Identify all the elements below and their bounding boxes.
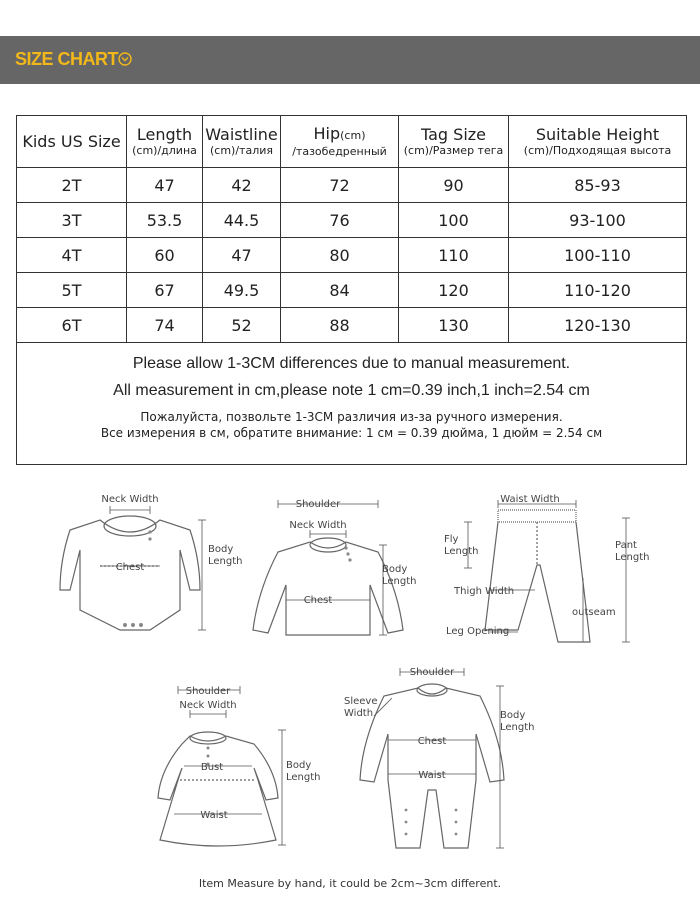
label-length: Length xyxy=(382,576,417,587)
chevron-down-circle-icon xyxy=(118,52,132,66)
romper-outline xyxy=(360,688,504,848)
cell-size: 6T xyxy=(17,308,127,343)
notes-cell xyxy=(17,343,687,465)
cell-suitable-height: 85-93 xyxy=(509,168,687,203)
table-row xyxy=(17,308,687,343)
label-length: Length xyxy=(286,772,321,783)
cell-tag-size: 130 xyxy=(399,308,509,343)
cell-tag-size: 110 xyxy=(399,238,509,273)
label-body: Body xyxy=(286,760,312,771)
label-body: Body xyxy=(382,564,408,575)
size-chart-header xyxy=(0,36,700,84)
header-hip: Hip(cm) /тазобедренный xyxy=(281,116,399,168)
cell-hip: 84 xyxy=(281,273,399,308)
cell-size: 4T xyxy=(17,238,127,273)
label-pant-length: Length xyxy=(615,552,650,563)
cell-tag-size: 90 xyxy=(399,168,509,203)
notes-row xyxy=(17,343,687,465)
label-neck-width: Neck Width xyxy=(179,700,237,711)
cell-length: 47 xyxy=(127,168,203,203)
cell-waistline: 52 xyxy=(203,308,281,343)
cell-suitable-height: 93-100 xyxy=(509,203,687,238)
cell-hip: 80 xyxy=(281,238,399,273)
label-bust: Bust xyxy=(200,762,224,773)
note-manual-measurement: Please allow 1-3CM differences due to manual measurement. xyxy=(132,355,571,372)
cell-hip: 72 xyxy=(281,168,399,203)
cell-length: 60 xyxy=(127,238,203,273)
cell-size: 2T xyxy=(17,168,127,203)
cell-suitable-height: 120-130 xyxy=(509,308,687,343)
note-unit-conversion: All measurement in cm,please note 1 cm=0.39 inch,1 inch=2.54 cm xyxy=(113,382,590,399)
label-outseam: outseam xyxy=(572,607,616,618)
cell-waistline: 47 xyxy=(203,238,281,273)
cell-length: 74 xyxy=(127,308,203,343)
label-length: Length xyxy=(208,556,243,567)
label-body: Body xyxy=(208,544,234,555)
cell-tag-size: 100 xyxy=(399,203,509,238)
cell-size: 3T xyxy=(17,203,127,238)
cell-hip: 88 xyxy=(281,308,399,343)
cell-tag-size: 120 xyxy=(399,273,509,308)
label-sleeve: Sleeve xyxy=(344,696,378,707)
label-fly: Fly xyxy=(444,534,459,545)
table-header-row xyxy=(17,116,687,168)
label-waist: Waist xyxy=(418,770,446,781)
label-shoulder: Shoulder xyxy=(185,686,231,697)
label-fly-length: Length xyxy=(444,546,479,557)
cell-waistline: 42 xyxy=(203,168,281,203)
romper-diagram xyxy=(342,660,552,855)
cell-length: 67 xyxy=(127,273,203,308)
top-outline xyxy=(253,542,403,635)
label-body: Body xyxy=(500,710,526,721)
table-row xyxy=(17,203,687,238)
dress-outline xyxy=(158,736,278,846)
pants-waistband xyxy=(498,510,576,522)
label-leg-opening: Leg Opening xyxy=(446,626,510,637)
cell-length: 53.5 xyxy=(127,203,203,238)
label-chest: Chest xyxy=(417,736,447,747)
note-unit-conversion-ru: Все измерения в см, обратите внимание: 1 см = 0.39 дюйма, 1 дюйм = 2.54 см xyxy=(100,426,603,440)
table-row xyxy=(17,238,687,273)
footer-note: Item Measure by hand, it could be 2cm~3cm different. xyxy=(198,877,502,890)
header-suitable-height: Suitable Height (cm)/Подходящая высота xyxy=(509,116,687,168)
label-thigh-width: Thigh Width xyxy=(454,586,515,597)
bodysuit-diagram xyxy=(40,490,243,640)
label-neck-width: Neck Width xyxy=(289,520,347,531)
label-neck-width: Neck Width xyxy=(101,494,159,505)
label-chest: Chest xyxy=(303,595,333,606)
label-shoulder: Shoulder xyxy=(295,499,341,510)
label-chest: Chest xyxy=(115,562,145,573)
cell-hip: 76 xyxy=(281,203,399,238)
label-length: Length xyxy=(500,722,535,733)
label-sleeve-width: Width xyxy=(344,708,374,719)
dress-diagram xyxy=(128,680,328,850)
cell-suitable-height: 100-110 xyxy=(509,238,687,273)
header-length: Length (cm)/длина xyxy=(127,116,203,168)
pants-diagram xyxy=(440,490,660,660)
label-waist: Waist xyxy=(200,810,228,821)
header-title: SIZE CHART xyxy=(15,49,118,69)
note-manual-measurement-ru: Пожалуйста, позвольте 1-3CM различия из-за ручного измерения. xyxy=(140,410,563,424)
cell-waistline: 44.5 xyxy=(203,203,281,238)
table-row xyxy=(17,273,687,308)
top-diagram xyxy=(238,490,428,650)
header-kids-us-size: Kids US Size xyxy=(17,116,127,168)
cell-size: 5T xyxy=(17,273,127,308)
cell-waistline: 49.5 xyxy=(203,273,281,308)
label-pant: Pant xyxy=(615,540,637,551)
header-waistline: Waistline (cm)/талия xyxy=(203,116,281,168)
cell-suitable-height: 110-120 xyxy=(509,273,687,308)
table-row xyxy=(17,168,687,203)
label-shoulder: Shoulder xyxy=(409,667,455,678)
label-waist-width: Waist Width xyxy=(500,494,560,505)
size-table xyxy=(16,115,687,465)
header-tag-size: Tag Size (cm)/Размер тега xyxy=(399,116,509,168)
